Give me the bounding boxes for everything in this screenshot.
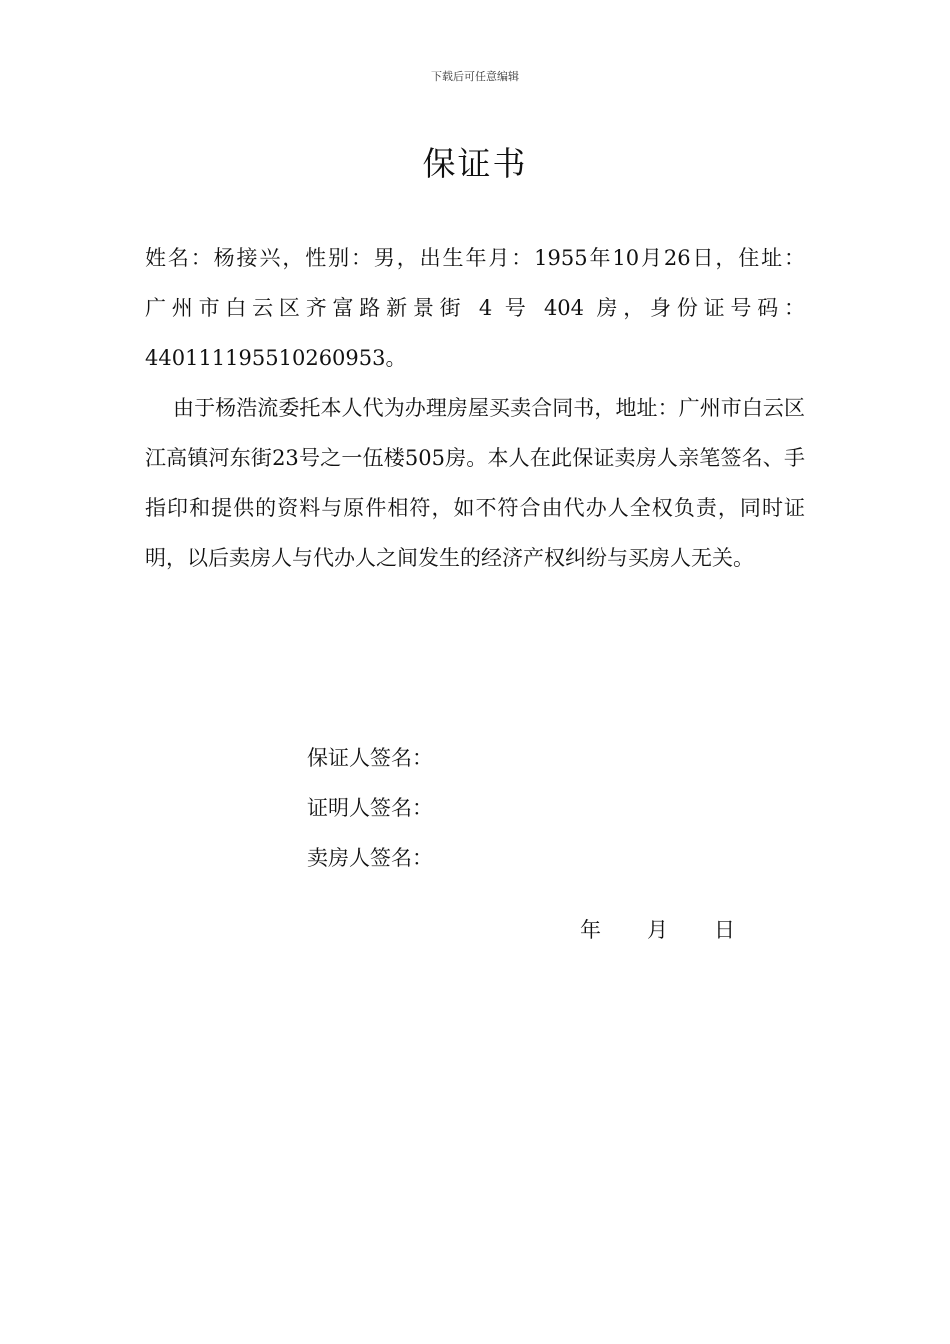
seller-signature-label: 卖房人签名： [307,846,433,870]
header-note: 下载后可任意编辑 [431,70,519,83]
date-month-label: 月 [647,918,668,942]
date-line [580,910,735,950]
signature-block [307,733,433,883]
id-number-line: 440111195510260953。 [145,346,407,370]
date-day-label: 日 [714,918,735,942]
document-title: 保证书 [422,144,528,183]
personal-info-line-1: 姓名：杨接兴，性别：男，出生年月：1955年10月26日，住址： [145,246,805,270]
document-body [145,233,805,583]
personal-info-line-2: 广州市白云区齐富路新景街 4 号 404 房，身份证号码： [145,296,805,320]
guarantor-signature-label: 保证人签名： [307,746,433,770]
witness-signature-label: 证明人签名： [307,796,433,820]
guarantee-paragraph: 由于杨浩流委托本人代为办理房屋买卖合同书，地址：广州市白云区江高镇河东街23号之一伍楼505房。本人在此保证卖房人亲笔签名、手指印和提供的资料与原件相符，如不符合由代办人全权负责，同时证明，以后卖房人与代办人之间发生的经济产权纠纷与买房人无关。 [145,396,805,570]
date-year-label: 年 [580,918,601,942]
